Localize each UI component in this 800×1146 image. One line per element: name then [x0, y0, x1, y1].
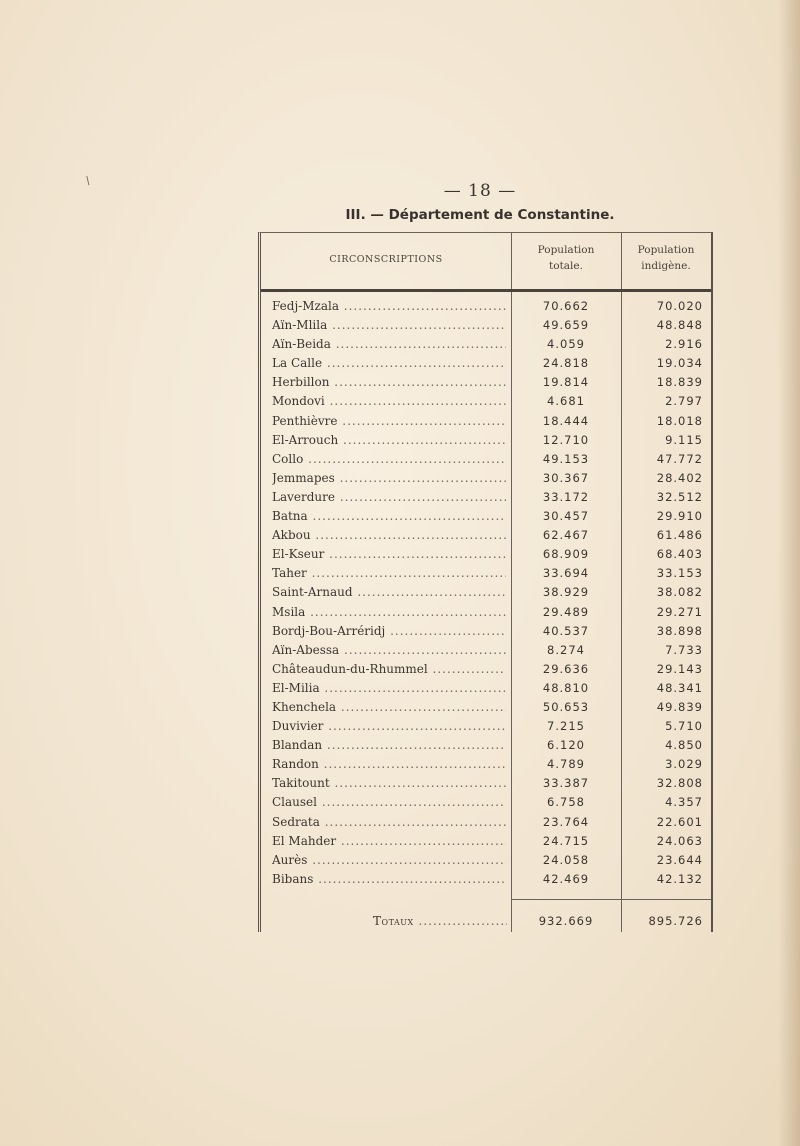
- population-totale-value: 62.467: [542, 528, 590, 543]
- population-indigene-value: 33.153: [656, 566, 703, 581]
- population-indigene-value: 24.063: [656, 833, 703, 848]
- population-totale-value: 24.818: [542, 356, 590, 371]
- population-totale-value: 6.758: [547, 795, 585, 810]
- circonscription-name: El-Arrouch .....: [272, 431, 506, 450]
- population-indigene-value: 29.271: [656, 604, 703, 619]
- population-totale-value: 48.810: [542, 680, 590, 695]
- header-population-totale-line1: Population: [537, 244, 595, 256]
- table-row: [261, 870, 711, 889]
- circonscription-name: Sedrata .....: [272, 813, 506, 832]
- population-indigene-value: 61.486: [656, 528, 703, 543]
- table-row: [261, 450, 711, 469]
- table-row: [261, 412, 711, 431]
- circonscription-name: Batna .....: [272, 507, 506, 526]
- table-row: [261, 488, 711, 507]
- table-header: [261, 233, 711, 292]
- table-row: [261, 526, 711, 545]
- circonscription-name: Penthièvre .....: [272, 412, 506, 431]
- table-row: [261, 774, 711, 793]
- population-totale-value: 12.710: [542, 432, 590, 447]
- page-edge-shadow: [778, 0, 800, 1146]
- table-row: [261, 373, 711, 392]
- circonscription-name: Blandan .....: [272, 736, 506, 755]
- population-totale-value: 49.153: [542, 451, 590, 466]
- table-row: [261, 755, 711, 774]
- totals-label: Totaux .....: [373, 911, 507, 931]
- population-totale-value: 33.387: [542, 776, 590, 791]
- population-indigene-value: 32.808: [656, 776, 703, 791]
- population-indigene-value: 70.020: [656, 299, 703, 313]
- circonscription-name: Randon .....: [272, 755, 506, 774]
- population-indigene-value: 18.839: [656, 375, 703, 390]
- totals-population-totale: 932.669: [538, 914, 594, 928]
- table-row: [261, 431, 711, 450]
- population-totale-value: 38.929: [542, 585, 590, 600]
- table-row: [261, 316, 711, 335]
- population-totale-value: 33.694: [542, 566, 590, 581]
- population-totale-value: 24.715: [542, 833, 590, 848]
- circonscription-name: El-Milia .....: [272, 679, 506, 698]
- population-totale-value: 30.367: [542, 470, 590, 485]
- population-totale-value: 50.653: [542, 699, 590, 714]
- population-totale-value: 29.636: [542, 661, 590, 676]
- table-row: [261, 622, 711, 641]
- circonscription-name: Aïn-Mlila .....: [272, 316, 506, 335]
- table-row: [261, 851, 711, 870]
- table-row: [261, 641, 711, 660]
- circonscription-name: Takitount .....: [272, 774, 506, 793]
- header-population-indigene: [621, 242, 711, 274]
- table-row: [261, 793, 711, 812]
- population-totale-value: 4.059: [547, 337, 585, 352]
- circonscription-name: Clausel .....: [272, 793, 506, 812]
- population-totale-value: 42.469: [542, 871, 590, 886]
- population-totale-value: 4.681: [547, 394, 585, 409]
- totals-separator: [511, 899, 711, 900]
- population-indigene-value: 2.916: [665, 337, 703, 352]
- table-row: [261, 603, 711, 622]
- population-indigene-value: 48.848: [656, 318, 703, 333]
- population-totale-value: 24.058: [542, 852, 590, 867]
- table-row: [261, 832, 711, 851]
- circonscription-name: Collo .....: [272, 450, 506, 469]
- population-indigene-value: 68.403: [656, 547, 703, 562]
- population-indigene-value: 9.115: [665, 432, 703, 447]
- circonscription-name: El-Kseur .....: [272, 545, 506, 564]
- population-indigene-value: 3.029: [665, 757, 703, 772]
- population-indigene-value: 29.910: [656, 509, 703, 524]
- population-indigene-value: 29.143: [656, 661, 703, 676]
- population-indigene-value: 5.710: [665, 719, 703, 734]
- circonscription-name: Aurès .....: [272, 851, 506, 870]
- population-totale-value: 8.274: [547, 642, 585, 657]
- table-row: [261, 698, 711, 717]
- population-indigene-value: 48.341: [656, 680, 703, 695]
- circonscription-name: Saint-Arnaud .....: [272, 583, 506, 602]
- table-row: [261, 545, 711, 564]
- circonscription-name: Akbou .....: [272, 526, 506, 545]
- circonscription-name: Mondovi .....: [272, 392, 506, 411]
- population-totale-value: 23.764: [542, 814, 590, 829]
- circonscription-name: Jemmapes .....: [272, 469, 506, 488]
- population-indigene-value: 19.034: [656, 356, 703, 371]
- population-totale-value: 6.120: [547, 738, 585, 753]
- population-totale-value: 18.444: [542, 413, 590, 428]
- table-row: [261, 679, 711, 698]
- population-totale-value: 70.662: [542, 299, 590, 313]
- circonscription-name: Duvivier .....: [272, 717, 506, 736]
- table-row: [261, 469, 711, 488]
- header-population-indigene-line1: Population: [637, 244, 695, 256]
- table-row: [261, 717, 711, 736]
- population-indigene-value: 49.839: [656, 699, 703, 714]
- population-indigene-value: 2.797: [665, 394, 703, 409]
- header-population-indigene-line2: indigène.: [641, 260, 691, 272]
- population-indigene-value: 47.772: [656, 451, 703, 466]
- population-indigene-value: 23.644: [656, 852, 703, 867]
- circonscription-name: Herbillon .....: [272, 373, 506, 392]
- population-totale-value: 4.789: [547, 757, 585, 772]
- population-totale-value: 30.457: [542, 509, 590, 524]
- population-totale-value: 33.172: [542, 489, 590, 504]
- totals-population-indigene: 895.726: [648, 914, 703, 928]
- population-indigene-value: 28.402: [656, 470, 703, 485]
- population-indigene-value: 4.850: [665, 738, 703, 753]
- table-row: [261, 335, 711, 354]
- table-body: [261, 297, 711, 889]
- circonscription-name: El Mahder .....: [272, 832, 506, 851]
- header-circonscriptions: CIRCONSCRIPTIONS: [329, 254, 443, 265]
- table-row: [261, 736, 711, 755]
- table-row: [261, 813, 711, 832]
- table-row: [261, 507, 711, 526]
- table-row: [261, 583, 711, 602]
- population-totale-value: 29.489: [542, 604, 590, 619]
- totals-row: [261, 911, 711, 931]
- population-indigene-value: 38.082: [656, 585, 703, 600]
- header-population-totale-line2: totale.: [549, 260, 583, 272]
- circonscription-name: Khenchela .....: [272, 698, 506, 717]
- table-row: [261, 297, 711, 316]
- stray-ink-mark: /: [82, 173, 93, 188]
- population-indigene-value: 4.357: [665, 795, 703, 810]
- table-row: [261, 354, 711, 373]
- population-indigene-value: 22.601: [656, 814, 703, 829]
- population-totale-value: 7.215: [547, 719, 585, 734]
- table-row: [261, 660, 711, 679]
- population-indigene-value: 42.132: [656, 871, 703, 886]
- population-totale-value: 40.537: [542, 623, 590, 638]
- table-row: [261, 392, 711, 411]
- population-totale-value: 49.659: [542, 318, 590, 333]
- header-population-totale: [511, 242, 621, 274]
- population-indigene-value: 7.733: [665, 642, 703, 657]
- population-totale-value: 68.909: [542, 547, 590, 562]
- circonscription-name: Msila .....: [272, 603, 506, 622]
- table-row: [261, 564, 711, 583]
- population-table: [258, 232, 713, 932]
- circonscription-name: Bordj-Bou-Arréridj .....: [272, 622, 506, 641]
- section-title: III. — Département de Constantine.: [345, 207, 615, 223]
- population-indigene-value: 38.898: [656, 623, 703, 638]
- circonscription-name: Châteaudun-du-Rhummel .....: [272, 660, 506, 679]
- population-totale-value: 19.814: [542, 375, 590, 390]
- circonscription-name: Fedj-Mzala .....: [272, 297, 506, 316]
- circonscription-name: Bibans .....: [272, 870, 506, 889]
- page-number: — 18 —: [443, 181, 517, 201]
- circonscription-name: Taher .....: [272, 564, 506, 583]
- circonscription-name: Aïn-Abessa .....: [272, 641, 506, 660]
- circonscription-name: La Calle .....: [272, 354, 506, 373]
- population-indigene-value: 32.512: [656, 489, 703, 504]
- circonscription-name: Laverdure .....: [272, 488, 506, 507]
- population-indigene-value: 18.018: [656, 413, 703, 428]
- circonscription-name: Aïn-Beida .....: [272, 335, 506, 354]
